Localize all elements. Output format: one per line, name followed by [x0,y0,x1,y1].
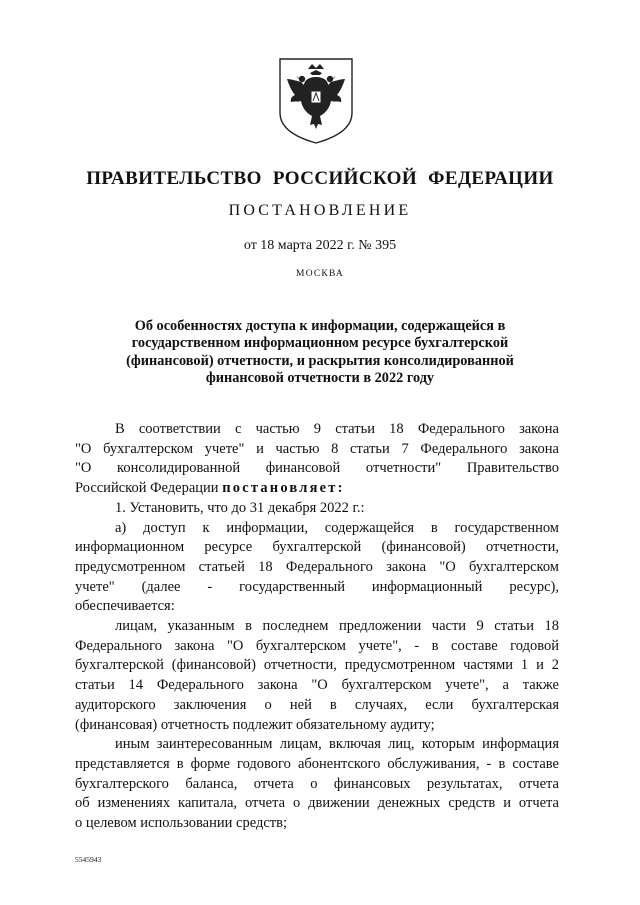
body-line: об изменениях капитала, отчета о движении денежных средств и отчета [75,795,559,812]
body-line: "О консолидированной финансовой отчетности" Правительство [75,460,559,477]
body-line: (финансовая) отчетность подлежит обязательному аудиту; [75,716,435,733]
body-line: информационном ресурсе бухгалтерской (финансовой) отчетности, [75,539,559,556]
subject-line: государственном информационном ресурсе бухгалтерской [131,335,509,352]
subject-line: (финансовой) отчетности, и раскрытия консолидированной [126,352,514,369]
decree-city: МОСКВА [296,269,344,279]
body-line: 1. Установить, что до 31 декабря 2022 г.: [115,499,365,516]
body-line: аудиторского заключения о ней в случаях, если бухгалтерская [75,696,559,713]
russian-coat-of-arms-icon [275,55,357,145]
body-line: обеспечивается: [75,598,175,615]
body-line-resolution [75,479,559,499]
subject-line: финансовой отчетности в 2022 году [205,370,435,387]
body-line: бухгалтерского баланса, отчета о финансовых результатах, отчета [75,775,559,792]
subject-line: Об особенностях доступа к информации, содержащейся в [134,318,506,334]
body-line: В соответствии с частью 9 статьи 18 Федерального закона [115,421,559,437]
body-line: "О бухгалтерском учете" и частью 8 статьи 7 Федерального закона [75,440,559,457]
body-line: Федерального закона "О бухгалтерском учете", - в составе годовой [75,637,559,654]
body-line: лицам, указанным в последнем предложении части 9 статьи 18 [115,618,559,635]
government-title: ПРАВИТЕЛЬСТВО РОССИЙСКОЙ ФЕДЕРАЦИИ [86,168,554,189]
body-line-text: Российской Федерации [75,480,219,497]
document-code: 5545943 [75,855,102,864]
decree-type: ПОСТАНОВЛЕНИЕ [228,202,412,219]
body-line: иным заинтересованным лицам, включая лиц, которым информация [115,736,559,753]
body-line: о целевом использовании средств; [75,815,287,832]
body-line: статьи 14 Федерального закона "О бухгалтерском учете", а также [75,677,559,694]
body-line: предусмотренном статьей 18 Федерального закона "О бухгалтерском [75,558,559,575]
decree-date-number: от 18 марта 2022 г. № 395 [243,238,397,253]
body-line: представляется в форме годового абонентского обслуживания, - в составе [75,755,559,772]
body-line: бухгалтерской (финансовой) отчетности, предусмотренном частями 1 и 2 [75,657,559,674]
body-line: учете" (далее - государственный информационный ресурс), [75,578,559,595]
resolves-keyword: постановляет: [222,480,345,497]
body-line: а) доступ к информации, содержащейся в государственном [115,519,559,536]
decree-body [75,420,559,834]
coat-of-arms-emblem [275,55,357,145]
decree-subject [100,318,540,388]
